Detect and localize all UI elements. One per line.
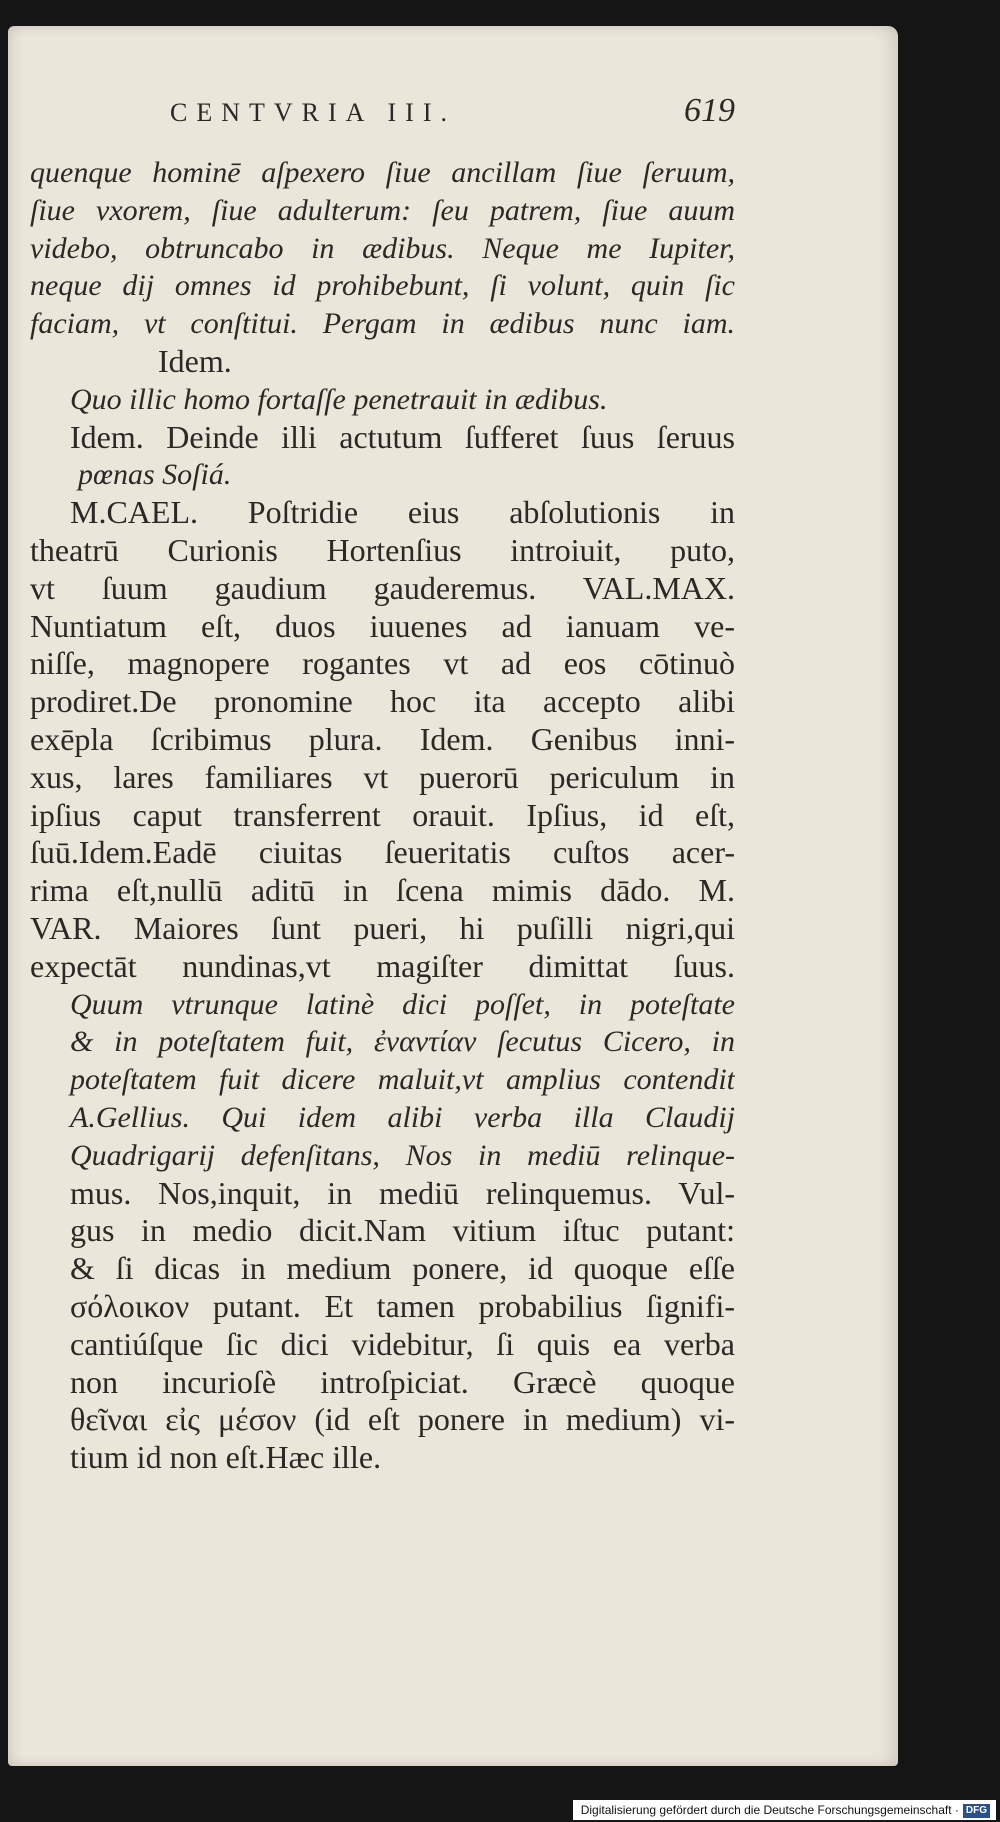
running-title: CENTVRIA III. [170, 98, 456, 127]
text-line: A.Gellius. Qui idem alibi verba illa Claudij [70, 1100, 735, 1134]
text-line: Quadrigarij defenſitans, Nos in mediū relinque- [70, 1138, 735, 1172]
text-line: xus, lares familiares vt puerorū periculum in [30, 758, 735, 795]
text-line: σόλοικον putant. Et tamen probabilius ſignifi- [70, 1287, 735, 1324]
text-line: ipſius caput transferrent orauit. Ipſius, id eſt, [30, 796, 735, 833]
digitization-credit [573, 1800, 996, 1820]
text-line: & ſi dicas in medium ponere, id quoque eſſe [70, 1250, 735, 1287]
text-line: faciam, vt conſtitui. Pergam in ædibus nunc iam. [30, 307, 735, 341]
text-line: non incurioſè introſpiciat. Græcè quoque [70, 1363, 735, 1400]
text-line: ſiue vxorem, ſiue adulterum: ſeu patrem, ſiue auum [30, 193, 735, 227]
text-line: mus. Nos,inquit, in mediū relinquemus. Vul- [70, 1174, 735, 1211]
text-line: cantiúſque ſic dici videbitur, ſi quis ea verba [70, 1325, 735, 1362]
text-line: niſſe, magnopere rogantes vt ad eos cōtinuò [30, 645, 735, 682]
text-line: θεῖναι εἰς μέσον (id eſt ponere in medium) vi- [70, 1401, 735, 1438]
text-line: neque dij omnes id prohibebunt, ſi volunt, quin ſic [30, 269, 735, 303]
book-page [8, 26, 898, 1766]
text-line: M.CAEL. Poſtridie eius abſolutionis in [70, 494, 735, 531]
text-line: gus in medio dicit.Nam vitium iſtuc putant: [70, 1212, 735, 1249]
text-line: videbo, obtruncabo in ædibus. Neque me Iupiter, [30, 231, 735, 265]
text-line: pœnas Soſiá. [78, 458, 232, 492]
text-line: expectāt nundinas,vt magiſter dimittat ſuus. [30, 947, 735, 984]
text-line: Quum vtrunque latinè dici poſſet, in poteſtate [70, 987, 735, 1021]
text-line: & in poteſtatem fuit, ἐναντίαν ſecutus Cicero, in [70, 1025, 735, 1059]
page-text-block [30, 92, 735, 1477]
page-number: 619 [684, 92, 735, 129]
text-line: tium id non eſt.Hæc ille. [70, 1439, 382, 1476]
text-line: exēpla ſcribimus plura. Idem. Genibus inni- [30, 720, 735, 757]
text-line: Idem. [158, 342, 232, 379]
text-line: theatrū Curionis Hortenſius introiuit, puto, [30, 531, 735, 568]
text-line: ſuū.Idem.Eadē ciuitas ſeueritatis cuſtos acer- [30, 834, 735, 871]
text-line: poteſtatem fuit dicere maluit,vt amplius contendit [70, 1063, 735, 1097]
text-line: quenque hominē aſpexero ſiue ancillam ſiue ſeruum, [30, 156, 735, 189]
text-line: VAR. Maiores ſunt pueri, hi puſilli nigri,qui [30, 909, 735, 946]
text-line: Nuntiatum eſt, duos iuuenes ad ianuam ve- [30, 607, 735, 644]
running-head [30, 92, 735, 154]
text-line: prodiret.De pronomine hoc ita accepto alibi [30, 683, 735, 720]
text-lines [30, 154, 735, 1477]
text-line: Quo illic homo fortaſſe penetrauit in ædibus. [70, 382, 608, 416]
text-line: vt ſuum gaudium gauderemus. VAL.MAX. [30, 569, 735, 606]
dfg-logo-icon: DFG [963, 1804, 990, 1818]
credit-text: Digitalisierung gefördert durch die Deutsche Forschungsgemeinschaft · [580, 1803, 959, 1817]
text-line: Idem. Deinde illi actutum ſufferet ſuus ſeruus [70, 418, 735, 455]
text-line: rima eſt,nullū aditū in ſcena mimis dādo. M. [30, 872, 735, 909]
